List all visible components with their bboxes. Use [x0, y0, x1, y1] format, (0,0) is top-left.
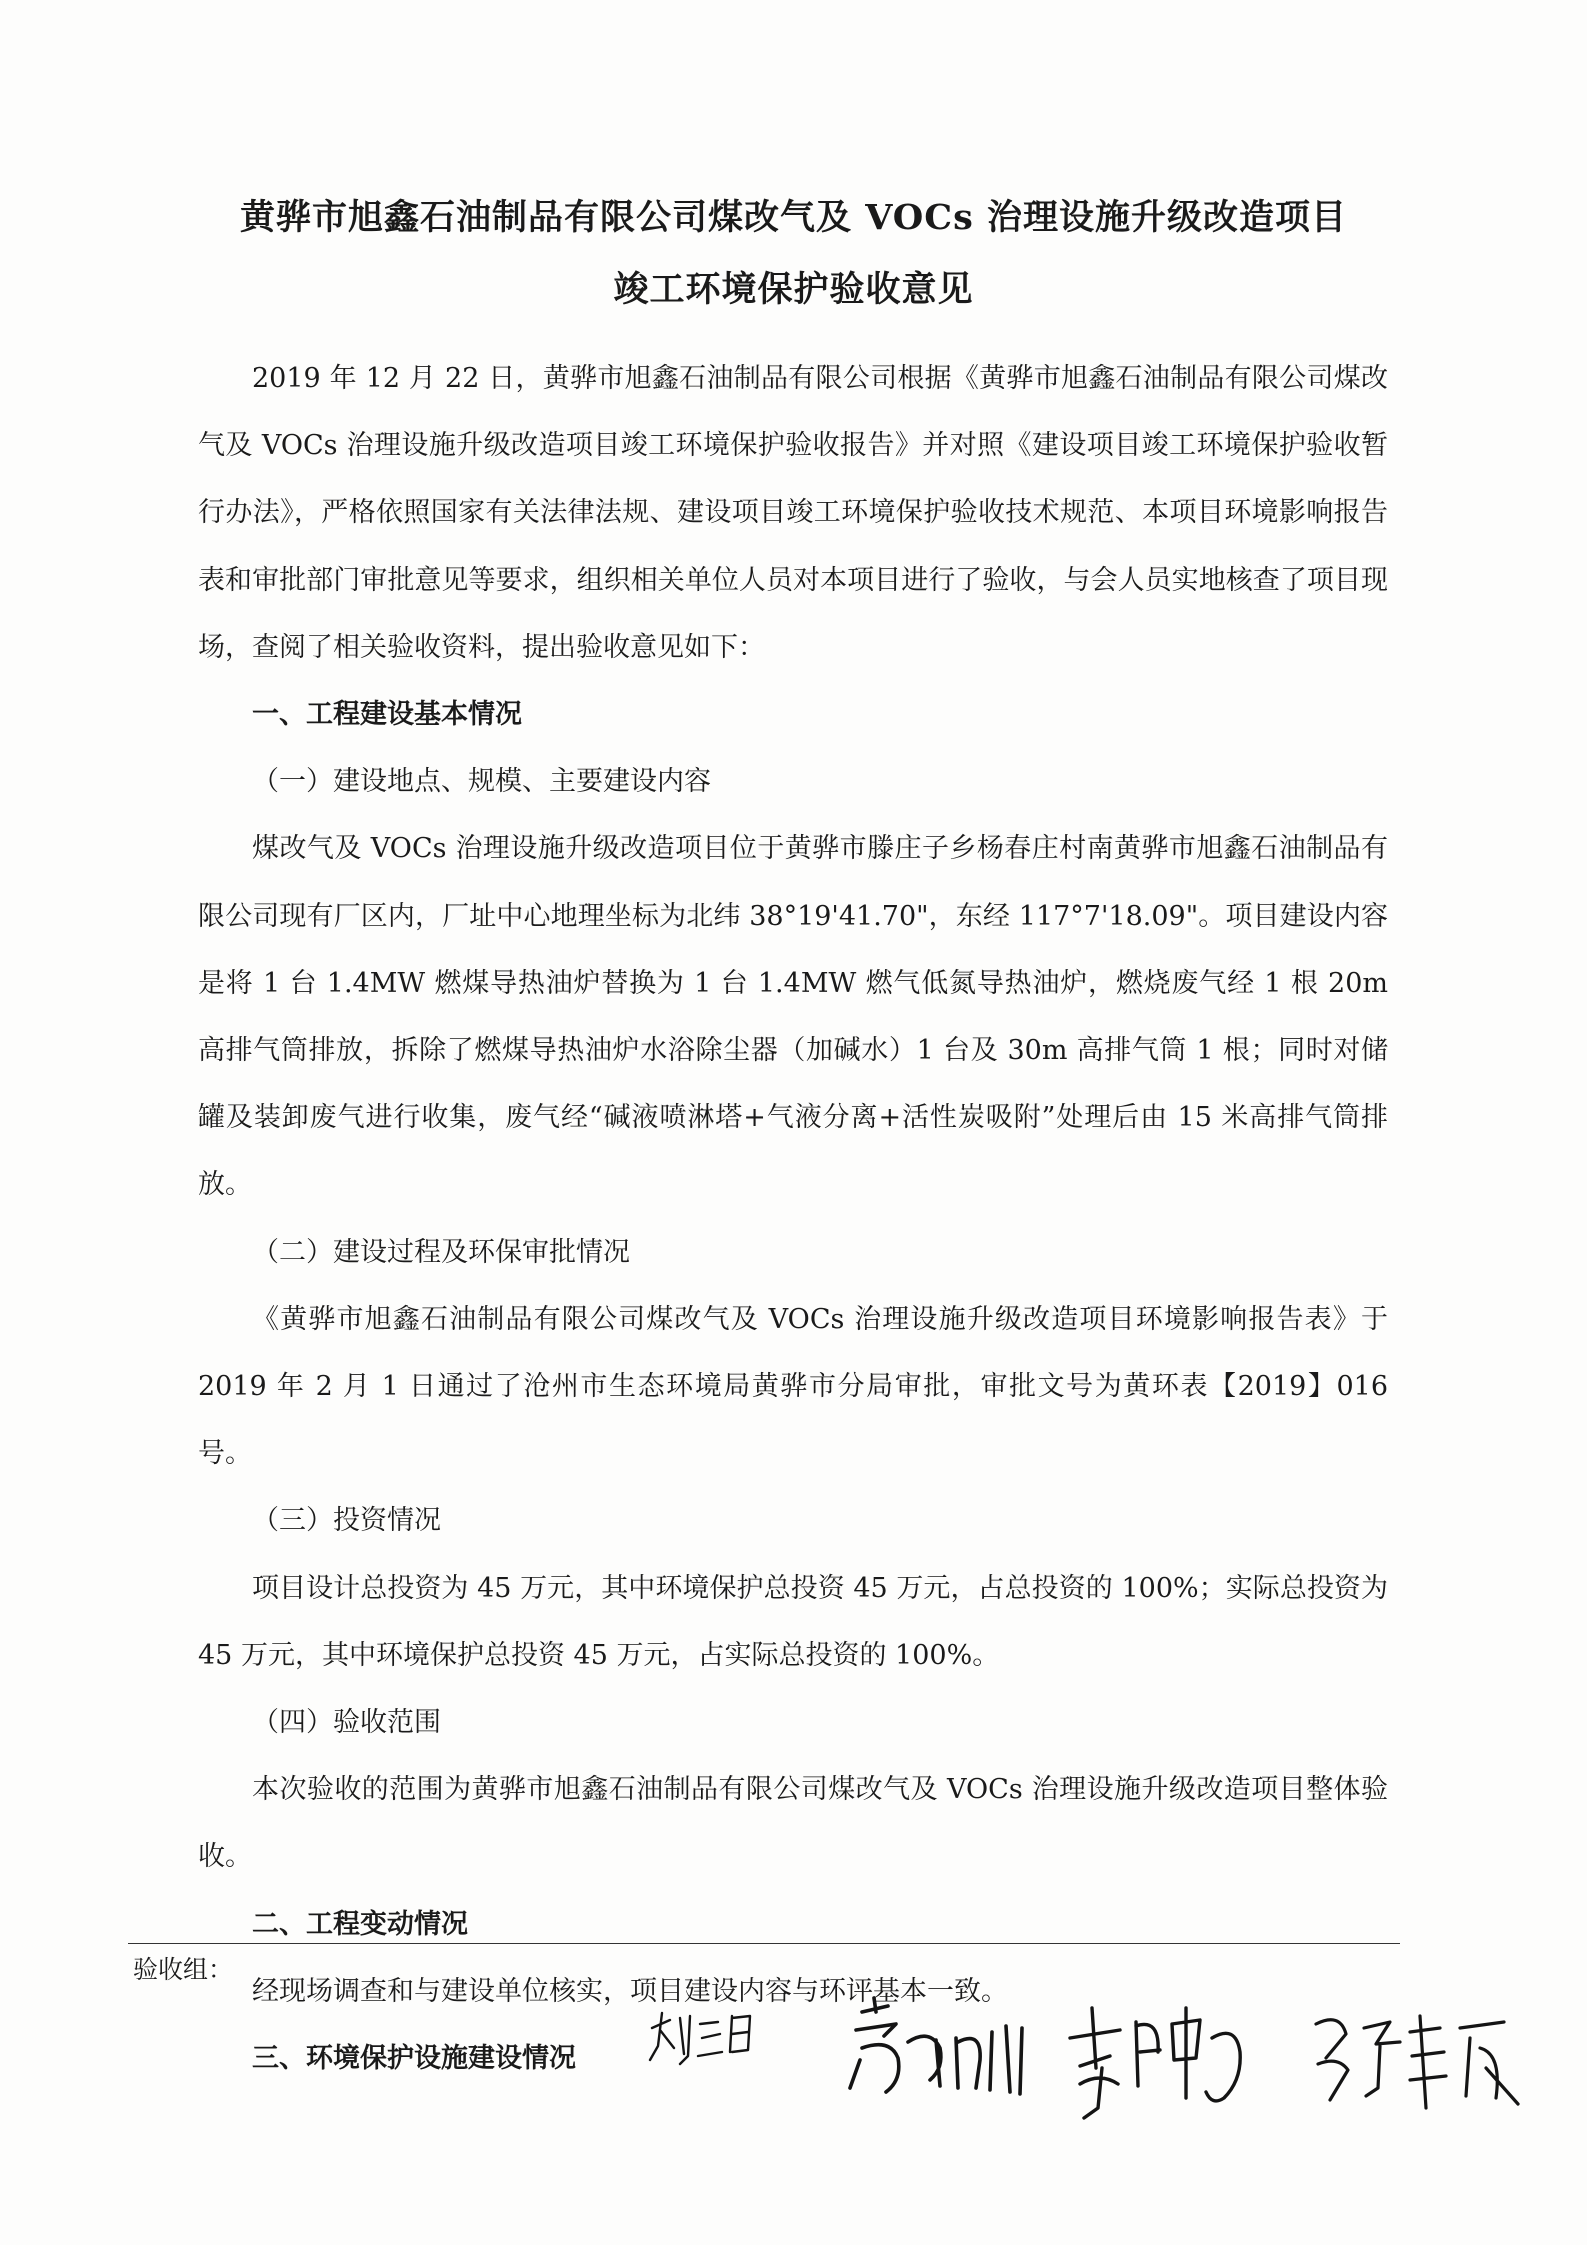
body-paragraph: 本次验收的范围为黄骅市旭鑫石油制品有限公司煤改气及 VOCs 治理设施升级改造项目整体验收。 — [198, 1774, 1388, 1873]
signature-2 — [850, 1998, 1022, 2094]
subsection-heading: （二）建设过程及环保审批情况 — [252, 1236, 630, 1268]
body-paragraph: 经现场调查和与建设单位核实，项目建设内容与环评基本一致。 — [252, 1975, 1008, 2007]
body-paragraph: 2019 年 12 月 22 日，黄骅市旭鑫石油制品有限公司根据《黄骅市旭鑫石油制品有限公司煤改气及 VOCs 治理设施升级改造项目竣工环境保护验收报告》并对照《建设项目竣工环境保护验收暂行办法》，严格依照国家有关法律法规、建设项目竣工环境保护验收技术规范、本项目环境影响报告表和审批部门审批意见等要求，组织相关单位人员对本项目进行了验收，与会人员实地核查了项目现场，查阅了相关验收资料，提出验收意见如下： — [198, 363, 1388, 663]
document-body — [198, 345, 1388, 2092]
section-heading: 一、工程建设基本情况 — [252, 699, 522, 731]
section-heading: 三、环境保护设施建设情况 — [252, 2043, 576, 2075]
acceptance-group-label: 验收组： — [133, 1955, 234, 1984]
footer-divider — [128, 1943, 1400, 1944]
document-title-line1: 黄骅市旭鑫石油制品有限公司煤改气及 VOCs 治理设施升级改造项目 — [240, 197, 1347, 238]
body-paragraph: 《黄骅市旭鑫石油制品有限公司煤改气及 VOCs 治理设施升级改造项目环境影响报告表》于 2019 年 2 月 1 日通过了沧州市生态环境局黄骅市分局审批，审批文号为黄环表【2019】016 号。 — [198, 1303, 1388, 1470]
section-heading: 二、工程变动情况 — [252, 1908, 468, 1940]
document-title-line2: 竣工环境保护验收意见 — [613, 269, 974, 310]
signature-3 — [1070, 2008, 1240, 2118]
body-paragraph: 项目设计总投资为 45 万元，其中环境保护总投资 45 万元，占总投资的 100%；实际总投资为 45 万元，其中环境保护总投资 45 万元，占实际总投资的 100%。 — [198, 1572, 1388, 1671]
signature-4 — [1316, 2016, 1518, 2108]
subsection-heading: （一）建设地点、规模、主要建设内容 — [252, 766, 711, 798]
handwritten-signatures — [640, 1968, 1560, 2128]
subsection-heading: （三）投资情况 — [252, 1505, 441, 1537]
subsection-heading: （四）验收范围 — [252, 1707, 441, 1739]
body-paragraph: 煤改气及 VOCs 治理设施升级改造项目位于黄骅市滕庄子乡杨春庄村南黄骅市旭鑫石油制品有限公司现有厂区内，厂址中心地理坐标为北纬 38°19'41.70"，东经 117°7'18.09"。项目建设内容是将 1 台 1.4MW 燃煤导热油炉替换为 1 台 1.4MW 燃气低氮导热油炉，燃烧废气经 1 根 20m 高排气筒排放，拆除了燃煤导热油炉水浴除尘器（加碱水）1 台及 30m 高排气筒 1 根；同时对储罐及装卸废气进行收集，废气经“碱液喷淋塔+气液分离+活性炭吸附”处理后由 15 米高排气筒排放。 — [198, 833, 1388, 1201]
signature-1 — [650, 2013, 750, 2064]
